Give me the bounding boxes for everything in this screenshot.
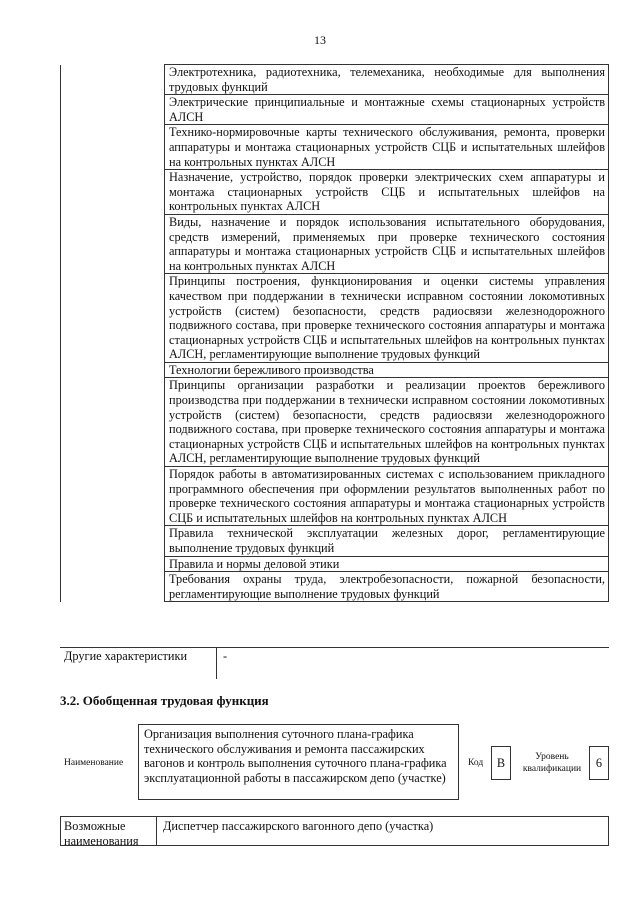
other-characteristics-row (60, 647, 609, 679)
column-divider (216, 647, 217, 679)
row-label-cell (61, 274, 165, 363)
knowledge-item: Правила технической эксплуатации железных дорог, регламентирующие выполнение трудовых функций (165, 526, 609, 556)
row-label-cell (61, 526, 165, 556)
knowledge-item: Виды, назначение и порядок использования испытательного оборудования, средств измерений, применяемых при проверке технического состояния аппаратуры и монтажа стационарных устройств СЦБ и испытательных шлейфов на контрольных пунктах АЛСН (165, 214, 609, 273)
row-label-cell (61, 556, 165, 572)
knowledge-row (61, 125, 609, 170)
name-label: Наименование (64, 758, 124, 768)
knowledge-row (61, 378, 609, 467)
code-label: Код (468, 758, 484, 768)
row-label-cell (61, 378, 165, 467)
row-label-cell (61, 214, 165, 273)
row-label-cell (61, 125, 165, 170)
knowledge-item: Технологии бережливого производства (165, 362, 609, 378)
qualification-level-value: 6 (589, 746, 609, 780)
knowledge-item: Электрические принципиальные и монтажные схемы стационарных устройств АЛСН (165, 95, 609, 125)
alt-names-label: Возможные наименования (64, 819, 139, 848)
column-divider (156, 817, 157, 845)
row-label-cell (61, 572, 165, 602)
other-characteristics-value: - (223, 649, 228, 663)
knowledge-item: Принципы организации разработки и реализации проектов бережливого производства при поддержании в технически исправном состоянии локомотивных устройств (систем) безопасности, средств радиосвязи железнодорожного подвижного состава, при проверке технического состояния аппаратуры и монтажа стационарных устройств СЦБ и испытательных шлейфов на контрольных пунктах АЛСН, регламентирующие выполнение трудовых функций (165, 378, 609, 467)
knowledge-row (61, 95, 609, 125)
row-label-cell (61, 362, 165, 378)
knowledge-item: Порядок работы в автоматизированных системах с использованием прикладного программного обеспечения при оформлении результатов выполненных работ по проверке технического состояния аппаратуры и монтажа стационарных устройств СЦБ и испытательных шлейфов на контрольных пунктах АЛСН (165, 467, 609, 526)
row-label-cell (61, 170, 165, 215)
knowledge-row (61, 572, 609, 602)
knowledge-row (61, 526, 609, 556)
alt-names-row (60, 816, 609, 846)
row-label-cell (61, 467, 165, 526)
knowledge-item: Требования охраны труда, электробезопасности, пожарной безопасности, регламентирующие выполнение трудовых функций (165, 572, 609, 602)
knowledge-row (61, 214, 609, 273)
row-label-cell (61, 65, 165, 95)
page-number: 13 (314, 33, 326, 47)
function-name: Организация выполнения суточного плана-графика технического обслуживания и ремонта пассажирских вагонов и контроль выполнения суточного плана-графика эксплуатационной работы в пассажирском депо (участке) (138, 724, 459, 800)
knowledge-row (61, 556, 609, 572)
alt-names-value: Диспетчер пассажирского вагонного депо (участка) (163, 819, 434, 833)
knowledge-row (61, 274, 609, 363)
knowledge-item: Принципы построения, функционирования и оценки системы управления качеством при поддержании в технически исправном состоянии локомотивных устройств (систем) безопасности, средств радиосвязи железнодорожного подвижного состава, при проверке технического состояния аппаратуры и монтажа стационарных устройств СЦБ и испытательных шлейфов на контрольных пунктах АЛСН, регламентирующие выполнение трудовых функций (165, 274, 609, 363)
knowledge-item: Назначение, устройство, порядок проверки электрических схем аппаратуры и монтажа стационарных устройств СЦБ и испытательных шлейфов на контрольных пунктах АЛСН (165, 170, 609, 215)
code-value: В (491, 746, 511, 780)
knowledge-item: Электротехника, радиотехника, телемеханика, необходимые для выполнения трудовых функций (165, 65, 609, 95)
qualification-level-label: Уровень квалификации (522, 752, 582, 774)
knowledge-row (61, 362, 609, 378)
knowledge-table (60, 64, 609, 602)
row-label-cell (61, 95, 165, 125)
knowledge-row (61, 65, 609, 95)
other-characteristics-label: Другие характеристики (64, 649, 188, 663)
knowledge-item: Технико-нормировочные карты технического обслуживания, ремонта, проверки аппаратуры и монтажа стационарных устройств СЦБ и испытательных шлейфов на контрольных пунктах АЛСН (165, 125, 609, 170)
section-title: 3.2. Обобщенная трудовая функция (60, 693, 269, 708)
knowledge-row (61, 170, 609, 215)
knowledge-row (61, 467, 609, 526)
knowledge-item: Правила и нормы деловой этики (165, 556, 609, 572)
row-divider (60, 647, 609, 648)
